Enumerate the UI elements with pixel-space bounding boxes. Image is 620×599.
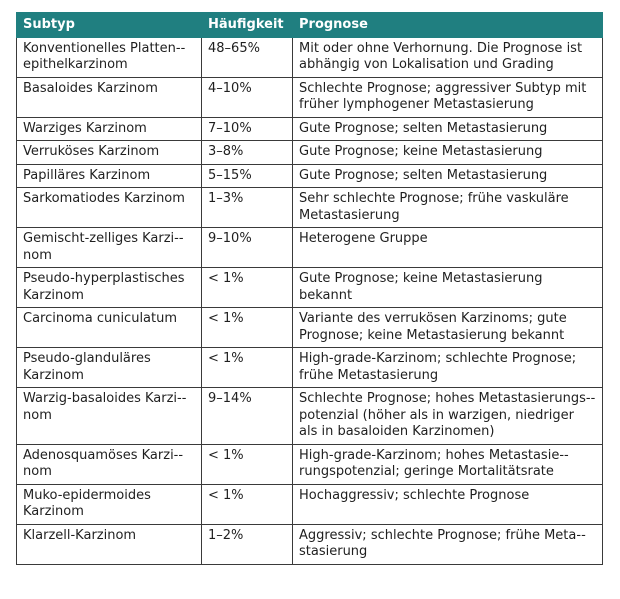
cell-prognose: Gute Prognose; keine Metastasierung bekannt [293, 268, 603, 308]
header-row [17, 13, 603, 38]
cell-prognose: Sehr schlechte Prognose; frühe vaskuläre Metastasierung [293, 188, 603, 228]
cell-subtyp: Pseudo-glanduläres Karzinom [17, 348, 202, 388]
table-row [17, 38, 603, 78]
table-row [17, 268, 603, 308]
cell-haeufigkeit: 9–14% [202, 388, 293, 444]
table-row [17, 524, 603, 564]
cell-haeufigkeit: 3–8% [202, 141, 293, 164]
cell-prognose: Aggressiv; schlechte Prognose; frühe Meta-stasierung [293, 524, 603, 564]
table-row [17, 117, 603, 140]
cell-subtyp: Klarzell-Karzinom [17, 524, 202, 564]
cell-subtyp: Carcinoma cuniculatum [17, 308, 202, 348]
cell-subtyp: Adenosquamöses Karzi-nom [17, 444, 202, 484]
table-header [17, 13, 603, 38]
table-row [17, 348, 603, 388]
cell-prognose: Variante des verrukösen Karzinoms; gute Prognose; keine Metastasierung bekannt [293, 308, 603, 348]
cell-subtyp: Papilläres Karzinom [17, 164, 202, 187]
table-row [17, 141, 603, 164]
cell-subtyp: Warzig-basaloides Karzi-nom [17, 388, 202, 444]
cell-prognose: High-grade-Karzinom; hohes Metastasie-rungspotenzial; geringe Mortalitätsrate [293, 444, 603, 484]
cell-haeufigkeit: < 1% [202, 484, 293, 524]
cell-haeufigkeit: < 1% [202, 308, 293, 348]
cell-subtyp: Muko-epidermoides Karzinom [17, 484, 202, 524]
table-row [17, 188, 603, 228]
cell-haeufigkeit: < 1% [202, 268, 293, 308]
cell-prognose: Gute Prognose; selten Metastasierung [293, 164, 603, 187]
cell-haeufigkeit: 7–10% [202, 117, 293, 140]
cell-subtyp: Pseudo-hyperplastisches Karzinom [17, 268, 202, 308]
table-row [17, 308, 603, 348]
cell-haeufigkeit: 48–65% [202, 38, 293, 78]
cell-subtyp: Konventionelles Platten-epithelkarzinom [17, 38, 202, 78]
header-prognose: Prognose [293, 13, 603, 38]
cell-subtyp: Gemischt-zelliges Karzi-nom [17, 228, 202, 268]
subtype-table-container [16, 12, 602, 565]
cell-prognose: Mit oder ohne Verhornung. Die Prognose ist abhängig von Lokalisation und Grading [293, 38, 603, 78]
cell-prognose: Gute Prognose; keine Metastasierung [293, 141, 603, 164]
cell-haeufigkeit: 1–3% [202, 188, 293, 228]
cell-subtyp: Verruköses Karzinom [17, 141, 202, 164]
cell-prognose: Schlechte Prognose; aggressiver Subtyp mit früher lymphogener Metastasierung [293, 77, 603, 117]
table-row [17, 388, 603, 444]
cell-prognose: Heterogene Gruppe [293, 228, 603, 268]
table-row [17, 444, 603, 484]
table-body [17, 38, 603, 565]
cell-subtyp: Sarkomatiodes Karzinom [17, 188, 202, 228]
cell-haeufigkeit: 5–15% [202, 164, 293, 187]
cell-subtyp: Basaloides Karzinom [17, 77, 202, 117]
cell-haeufigkeit: < 1% [202, 348, 293, 388]
cell-prognose: Hochaggressiv; schlechte Prognose [293, 484, 603, 524]
cell-haeufigkeit: 1–2% [202, 524, 293, 564]
table-row [17, 228, 603, 268]
cell-prognose: Gute Prognose; selten Metastasierung [293, 117, 603, 140]
cell-subtyp: Warziges Karzinom [17, 117, 202, 140]
table-row [17, 484, 603, 524]
cell-haeufigkeit: 9–10% [202, 228, 293, 268]
header-subtyp: Subtyp [17, 13, 202, 38]
cell-haeufigkeit: 4–10% [202, 77, 293, 117]
cell-prognose: Schlechte Prognose; hohes Metastasierungs-potenzial (höher als in warzigen, niedriger als in basaloiden Karzinomen) [293, 388, 603, 444]
table-row [17, 77, 603, 117]
header-haeufigkeit: Häufigkeit [202, 13, 293, 38]
subtype-table [16, 12, 603, 565]
table-row [17, 164, 603, 187]
cell-prognose: High-grade-Karzinom; schlechte Prognose; frühe Metastasierung [293, 348, 603, 388]
cell-haeufigkeit: < 1% [202, 444, 293, 484]
